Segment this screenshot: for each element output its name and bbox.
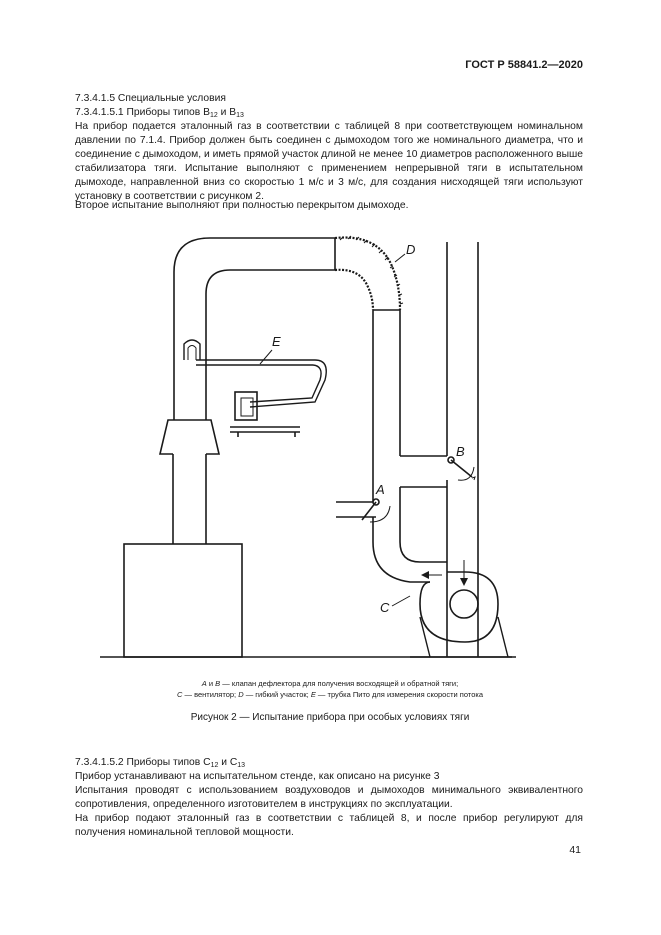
appliance-box (124, 544, 242, 657)
figure-caption: Рисунок 2 — Испытание прибора при особых условиях тяги (190, 712, 470, 723)
section-heading: 7.3.4.1.5 Специальные условия (75, 93, 226, 104)
paragraph: На прибор подается эталонный газ в соответствии с таблицей 8 при соответствующем номинальном давлении по 7.1.4. Прибор должен быть соединен с дымоходом того же номинального диаметра, что и соединение с дымоходом, и иметь прямой участок длиной не менее 10 диаметров расположенного выше стабилизатора тяги. Испытание выполняют с применением непрерывной тяги в испытательном дымоходе, направленной вниз со скоростью 1 м/с и 3 м/с, для создания нисходящей тяги используют установку в соответствии с рисунком 2. (75, 121, 583, 202)
pitot-tube (184, 340, 200, 360)
subsection-heading: 7.3.4.1.5.1 Приборы типов $B_{12}$ и $B_{13}$ (75, 107, 244, 119)
label-A: A (376, 482, 385, 497)
label-B: B (456, 444, 465, 459)
page-number: 41 (569, 844, 581, 856)
label-E: E (272, 334, 281, 349)
fan-impeller (450, 590, 478, 618)
figure-legend-line2: C — вентилятор; D — гибкий участок; E — трубка Пито для измерения скорости потока (176, 690, 484, 699)
figure-legend-line1: A и B — клапан дефлектора для получения восходящей и обратной тяги; (201, 679, 459, 688)
paragraph: Испытания проводят с использованием воздуховодов и дымоходов минимального эквивалентного сопротивления, определенного изготовителем в инструкциях по эксплуатации. (75, 785, 583, 810)
label-C: C (380, 600, 390, 615)
subsection-heading: 7.3.4.1.5.2 Приборы типов $C_{12}$ и $C_{13}$ (75, 757, 246, 769)
label-D: D (406, 242, 416, 257)
flexible-part (335, 238, 400, 311)
fan-housing (420, 572, 498, 642)
paragraph: На прибор подают эталонный газ в соответствии с таблицей 8, и после прибор регулируют для получения номинальной тепловой мощности. (75, 813, 583, 838)
document-header: ГОСТ Р 58841.2—2020 (465, 59, 583, 71)
paragraph: Второе испытание выполняют при полностью перекрытом дымоходе. (75, 200, 409, 211)
paragraph: Прибор устанавливают на испытательном стенде, как описано на рисунке 3 (75, 771, 440, 782)
figure-2-diagram (100, 232, 520, 672)
draught-diverter (160, 420, 219, 454)
